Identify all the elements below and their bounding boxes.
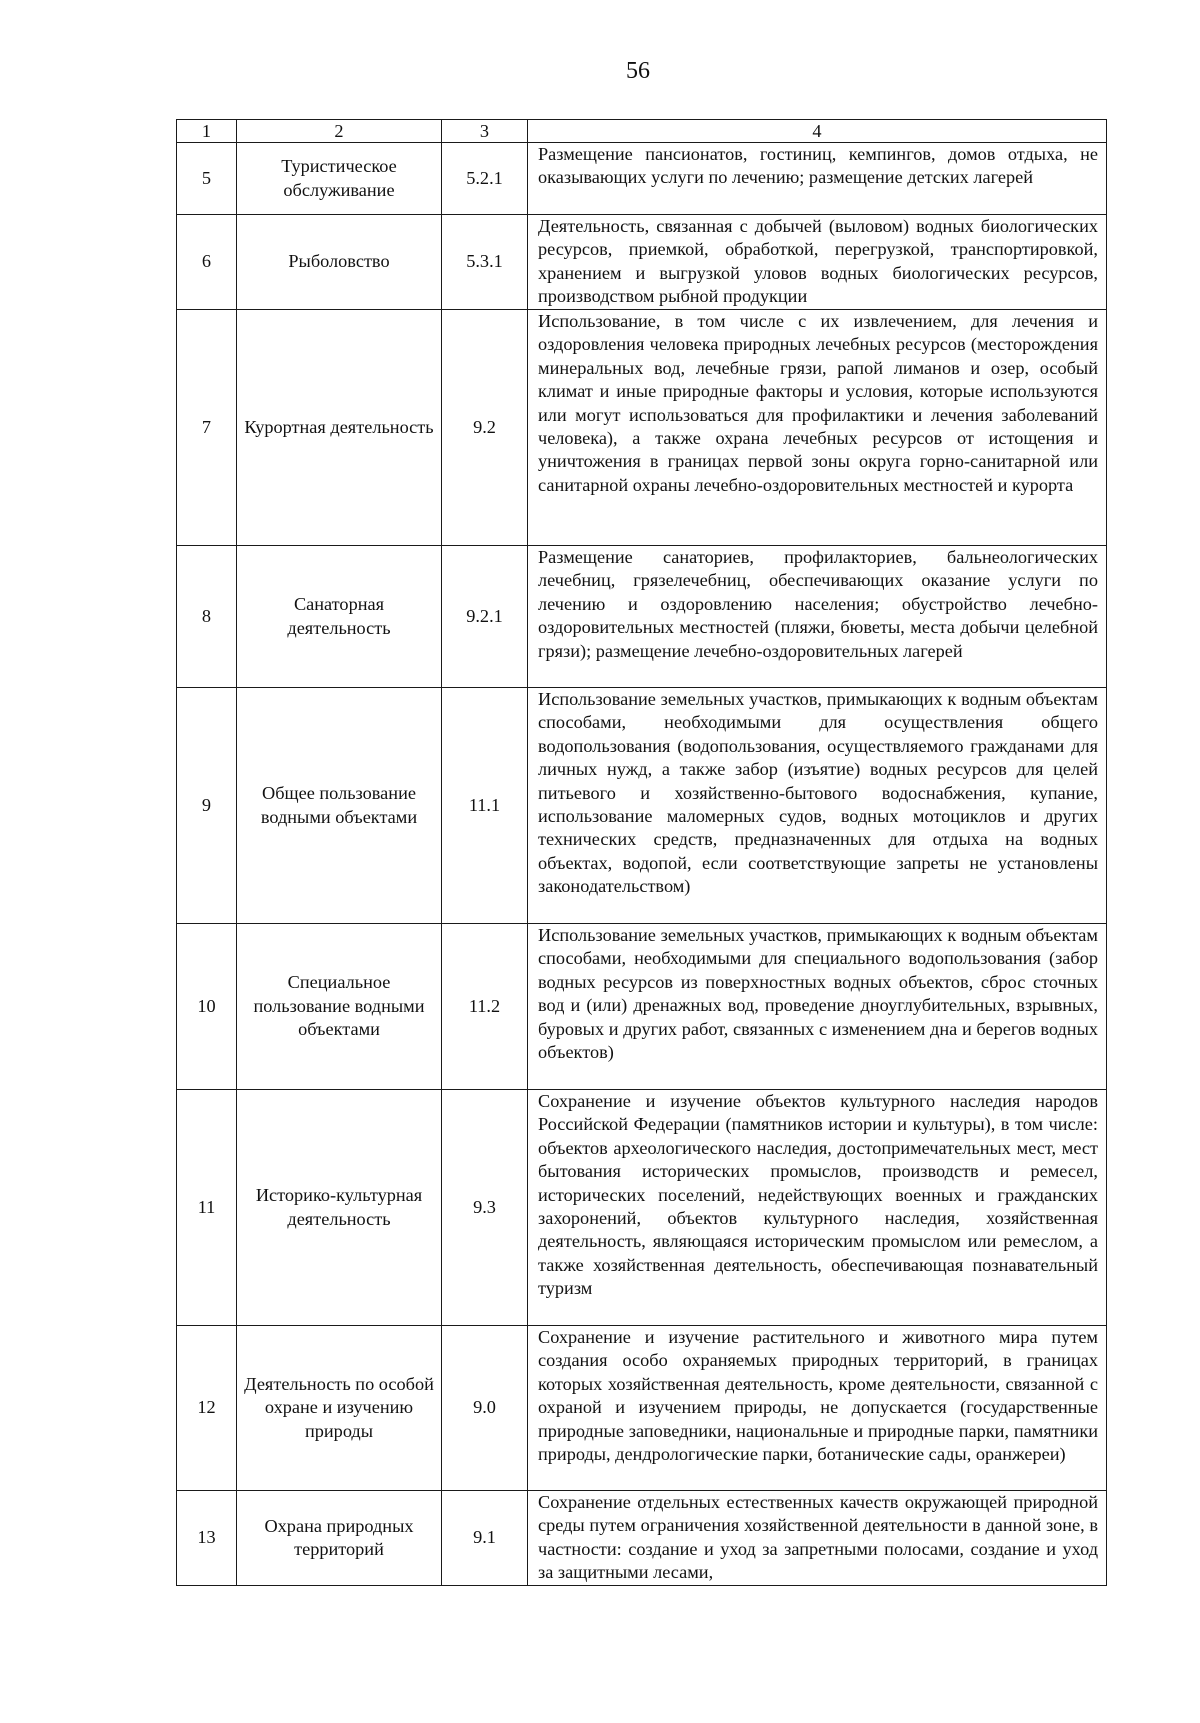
table-row [177,1326,1107,1491]
row-activity-name: Охрана природных территорий [237,1491,442,1586]
row-description: Размещение пансионатов, гостиниц, кемпингов, домов отдыха, не оказывающих услуги по лечению; размещение детских лагерей [528,143,1107,215]
row-activity-name: Общее пользование водными объектами [237,688,442,924]
row-activity-name: Санаторная деятельность [237,546,442,688]
row-activity-name: Рыболовство [237,215,442,310]
row-description: Использование земельных участков, примыкающих к водным объектам способами, необходимыми для специального водопользования (забор водных ресурсов из поверхностных водных объектов, сброс сточных вод и (или) дренажных вод, проведение дноуглубительных, взрывных, буровых и других работ, связанных с изменением дна и берегов водных объектов) [528,924,1107,1090]
row-number: 9 [177,688,237,924]
table-row [177,1491,1107,1586]
row-description: Использование, в том числе с их извлечением, для лечения и оздоровления человека природных лечебных ресурсов (месторождения минеральных вод, лечебные грязи, рапой лиманов и озер, особый климат и иные природные факторы и условия, которые используются или могут использоваться для профилактики и лечения заболеваний человека), а также охрана лечебных ресурсов от истощения и уничтожения в границах первой зоны округа горно-санитарной или санитарной охраны лечебно-оздоровительных местностей и курорта [528,310,1107,546]
row-code: 9.2.1 [442,546,528,688]
row-description: Сохранение отдельных естественных качеств окружающей природной среды путем ограничения хозяйственной деятельности в данной зоне, в частности: создание и уход за запретными полосами, создание и уход за защитными лесами, [528,1491,1107,1586]
row-description: Сохранение и изучение растительного и животного мира путем создания особо охраняемых природных территорий, в границах которых хозяйственная деятельность, кроме деятельности, связанной с охраной и изучением природы, не допускается (государственные природные заповедники, национальные и природные парки, памятники природы, дендрологические парки, ботанические сады, оранжереи) [528,1326,1107,1491]
row-code: 9.1 [442,1491,528,1586]
table-row [177,143,1107,215]
table-header-row [177,120,1107,143]
header-col-2: 2 [237,120,442,143]
row-code: 9.2 [442,310,528,546]
row-activity-name: Деятельность по особой охране и изучению природы [237,1326,442,1491]
table-row [177,310,1107,546]
header-col-3: 3 [442,120,528,143]
header-col-4: 4 [528,120,1107,143]
row-activity-name: Специальное пользование водными объектами [237,924,442,1090]
table-row [177,924,1107,1090]
row-code: 9.0 [442,1326,528,1491]
table-row [177,688,1107,924]
row-activity-name: Туристическое обслуживание [237,143,442,215]
table-row [177,546,1107,688]
row-number: 13 [177,1491,237,1586]
row-code: 11.1 [442,688,528,924]
row-number: 7 [177,310,237,546]
row-number: 5 [177,143,237,215]
row-activity-name: Историко-культурная деятельность [237,1090,442,1326]
row-description: Использование земельных участков, примыкающих к водным объектам способами, необходимыми для осуществления общего водопользования (водопользования, осуществляемого гражданами для личных нужд, а также забор (изъятие) водных ресурсов для целей питьевого и хозяйственно-бытового водоснабжения, купание, использование маломерных судов, водных мотоциклов и других технических средств, предназначенных для отдыха на водных объектах, водопой, если соответствующие запреты не установлены законодательством) [528,688,1107,924]
page-number: 56 [626,58,650,84]
row-code: 5.2.1 [442,143,528,215]
land-use-table [176,119,1107,1586]
table-row [177,1090,1107,1326]
row-activity-name: Курортная деятельность [237,310,442,546]
row-number: 10 [177,924,237,1090]
header-col-1: 1 [177,120,237,143]
row-number: 8 [177,546,237,688]
row-number: 11 [177,1090,237,1326]
row-code: 5.3.1 [442,215,528,310]
row-code: 11.2 [442,924,528,1090]
row-description: Сохранение и изучение объектов культурного наследия народов Российской Федерации (памятников истории и культуры), в том числе: объектов археологического наследия, достопримечательных мест, мест бытования исторических промыслов, производств и ремесел, исторических поселений, недействующих военных и гражданских захоронений, объектов культурного наследия, хозяйственная деятельность, являющаяся историческим промыслом или ремеслом, а также хозяйственная деятельность, обеспечивающая познавательный туризм [528,1090,1107,1326]
row-number: 6 [177,215,237,310]
row-number: 12 [177,1326,237,1491]
row-description: Размещение санаториев, профилакториев, бальнеологических лечебниц, грязелечебниц, обеспечивающих оказание услуги по лечению и оздоровлению населения; обустройство лечебно-оздоровительных местностей (пляжи, бюветы, места добычи целебной грязи); размещение лечебно-оздоровительных лагерей [528,546,1107,688]
table-row [177,215,1107,310]
row-code: 9.3 [442,1090,528,1326]
row-description: Деятельность, связанная с добычей (выловом) водных биологических ресурсов, приемкой, обработкой, перегрузкой, транспортировкой, хранением и выгрузкой уловов водных биологических ресурсов, производством рыбной продукции [528,215,1107,310]
